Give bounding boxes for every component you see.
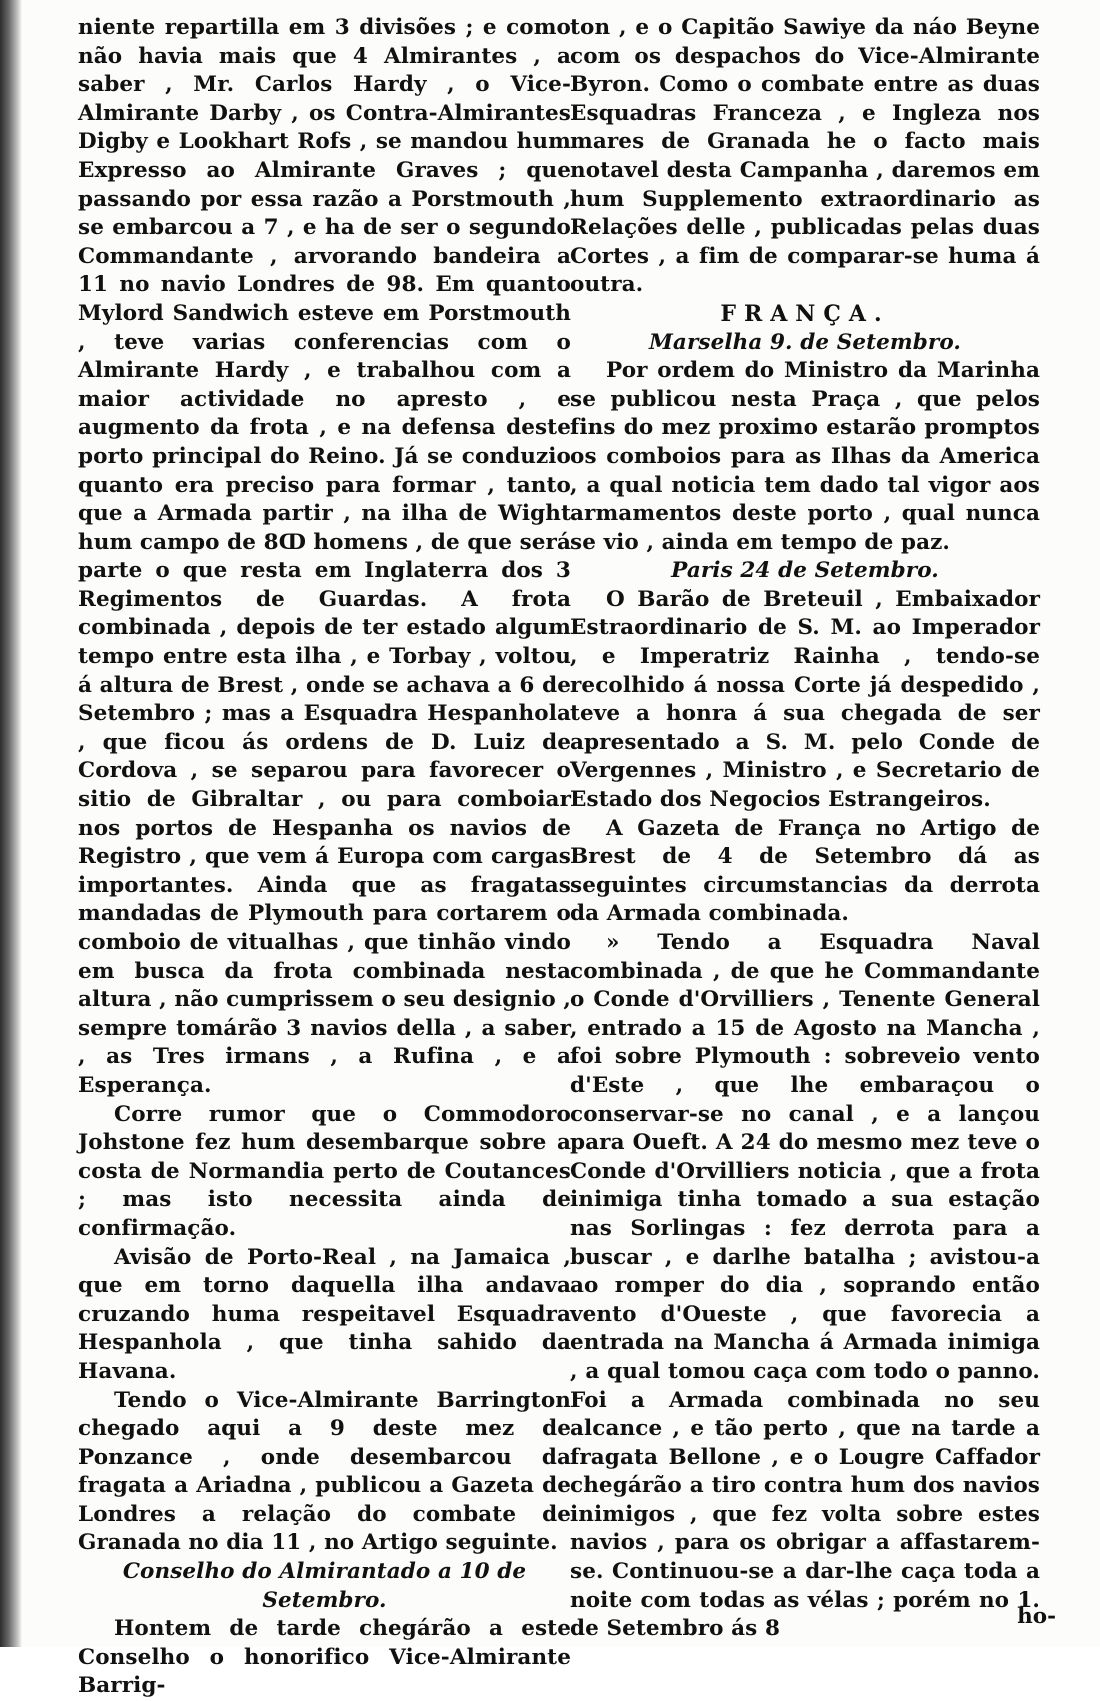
left-column bbox=[78, 14, 571, 1701]
article-paragraph: » Tendo a Esquadra Naval combinada , de que he Commandante o Conde d'Orvilliers , Tenente General , entrado a 15 de Agosto na Mancha , foi sobre Plymouth : sobreveio vento d'Este , que lhe embaraçou o conservar-se no canal , e a lançou para Oueft. A 24 do mesmo mez teve o Conde d'Orvilliers noticia , que a frota inimiga tinha tomado a sua estação nas Sorlingas : fez derrota para a buscar , e darlhe batalha ; avistou-a ao romper do dia , soprando então vento d'Oueste , que favorecia a entrada na Mancha á Armada inimiga , a qual tomou caça com todo o panno. Foi a Armada combinada no seu alcance , e tão perto , que na tarde a fragata Bellone , e o Lougre Caffador chegárão a tiro contra hum dos navios inimigos , que fez volta sobre estes navios , para os obrigar a affastarem-se. Continuou-se a dar-lhe caça toda a noite com todas as vélas ; porém no 1. de Setembro ás 8 bbox=[570, 930, 1040, 1642]
dateline: Marselha 9. de Setembro. bbox=[649, 329, 961, 355]
article-paragraph: Avisão de Porto-Real , na Jamaica , que em torno daquella ilha andava cruzando huma respeitavel Esquadra Hespanhola , que tinha sahido da Havana. bbox=[78, 1244, 571, 1384]
book-spine-shadow bbox=[0, 0, 22, 1647]
article-paragraph: Por ordem do Ministro da Marinha se publicou nesta Praça , que pelos fins do mez proximo estarão promptos os comboios para as Ilhas da America , a qual noticia tem dado tal vigor aos armamentos deste porto , qual nunca se vio , ainda em tempo de paz. bbox=[570, 358, 1040, 555]
right-column bbox=[570, 14, 1040, 1644]
article-paragraph: A Gazeta de França no Artigo de Brest de 4 de Setembro dá as seguintes circumstancias da derrota da Armada combinada. bbox=[570, 815, 1040, 927]
catchword: ho- bbox=[1017, 1604, 1056, 1629]
article-paragraph: ton , e o Capitão Sawiye da náo Beyne com os despachos do Vice-Almirante Byron. Como o combate entre as duas Esquadras Franceza , e Ingleza nos mares de Granada he o facto mais notavel desta Campanha , daremos em hum Supplemento extraordinario as Relações delle , publicadas pelas duas Cortes , a fim de comparar-se huma á outra. bbox=[570, 15, 1040, 298]
article-paragraph: O Barão de Breteuil , Embaixador Estraordinario de S. M. ao Imperador , e Imperatriz Rainha , tendo-se recolhido á nossa Corte já despedido , teve a honra á sua chegada de ser apresentado a S. M. pelo Conde de Vergennes , Ministro , e Secretario de Estado dos Negocios Estrangeiros. bbox=[570, 586, 1040, 813]
dateline: Paris 24 de Setembro. bbox=[671, 558, 939, 584]
article-paragraph: niente repartilla em 3 divisões ; e como não havia mais que 4 Almirantes , a saber , Mr. Carlos Hardy , o Vice-Almirante Darby , os Contra-Almirantes Digby e Lookhart Rofs , se mandou hum Expresso ao Almirante Graves ; que passando por essa razão a Porstmouth , se embarcou a 7 , e ha de ser o segundo Commandante , arvorando bandeira a 11 no navio Londres de 98. Em quanto Mylord Sandwich esteve em Porstmouth , teve varias conferencias com o Almirante Hardy , e trabalhou com a maior actividade no apresto , e augmento da frota , e na defensa deste porto principal do Reino. Já se conduzio quanto era preciso para formar , tanto que a Armada partir , na ilha de Wight hum campo de 8ↀ homens , de que será parte o que resta em Inglaterra dos 3 Regimentos de Guardas. A frota combinada , depois de ter estado algum tempo entre esta ilha , e Torbay , voltou á altura de Brest , onde se achava a 6 de Setembro ; mas a Esquadra Hespanhola , que ficou ás ordens de D. Luiz de Cordova , se separou para favorecer o sitio de Gibraltar , ou para comboiar nos portos de Hespanha os navios de Registro , que vem á Europa com cargas importantes. Ainda que as fragatas mandadas de Plymouth para cortarem o comboio de vitualhas , que tinhão vindo em busca da frota combinada nesta altura , não cumprissem o seu designio , sempre tomárão 3 navios della , a saber , as Tres irmans , a Rufina , e a Esperança. bbox=[78, 15, 572, 1098]
article-paragraph: Tendo o Vice-Almirante Barrington chegado aqui a 9 deste mez de Ponzance , onde desembarcou da fragata a Ariadna , publicou a Gazeta de Londres a relação do combate de Granada no dia 11 , no Artigo seguinte. bbox=[78, 1387, 571, 1556]
dateline: Conselho do Almirantado a 10 de Setembro. bbox=[122, 1559, 527, 1613]
section-heading-country: FRANÇA. bbox=[720, 300, 890, 327]
article-paragraph: Hontem de tarde chegárão a este Conselho o honorifico Vice-Almirante Barrig- bbox=[78, 1616, 571, 1699]
article-paragraph: Corre rumor que o Commodoro Johstone fez hum desembarque sobre a costa de Normandia perto de Coutances ; mas isto necessita ainda de confirmação. bbox=[78, 1101, 571, 1241]
